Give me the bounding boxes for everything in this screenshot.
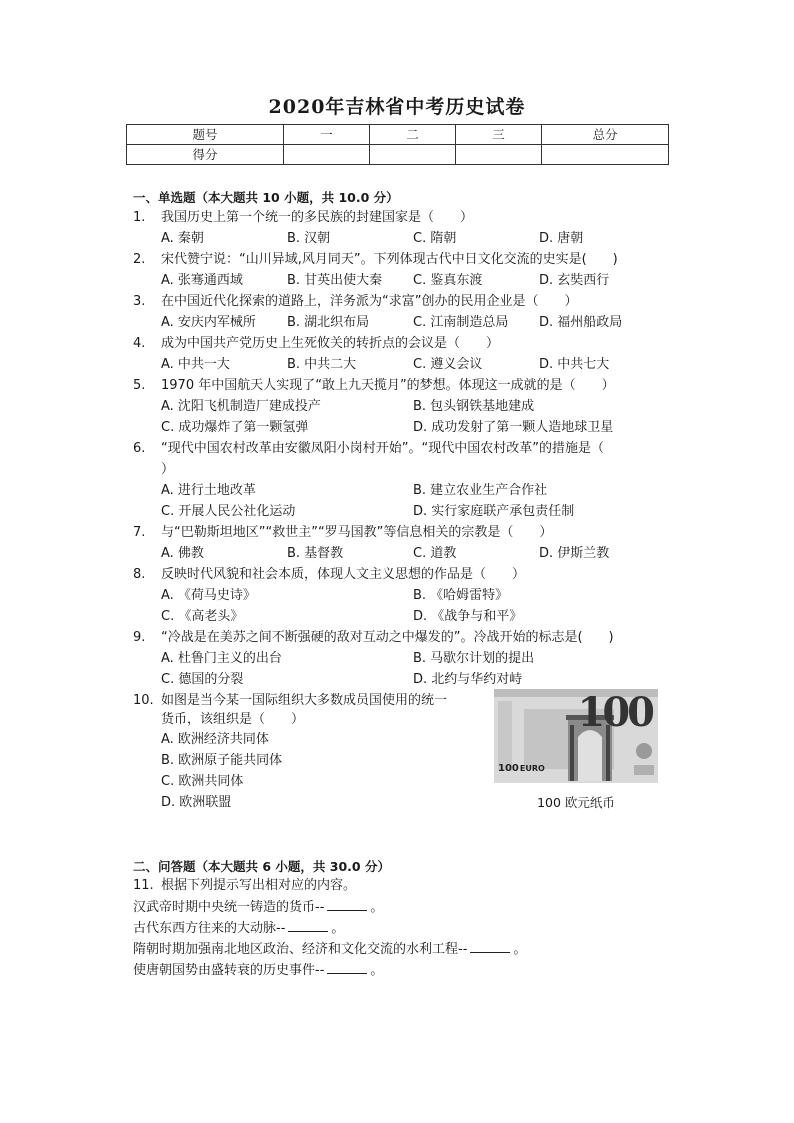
answer-blank[interactable] (327, 961, 367, 974)
option: C. 江南制造总局 (413, 315, 509, 330)
score-cell (370, 145, 456, 165)
question-number: 2. (133, 252, 146, 267)
score-table-score-row (127, 145, 669, 165)
section1-heading: 一、单选题（本大题共 10 小题，共 10.0 分） (133, 190, 399, 205)
fill-line (133, 897, 383, 918)
question-9-options-row2 (161, 669, 681, 690)
question-stem: 成为中国共产党历史上生死攸关的转折点的会议是（ ） (161, 336, 500, 351)
question-number: 6. (133, 441, 146, 456)
question-4 (133, 333, 673, 354)
question-11 (133, 875, 673, 896)
option: D. 成功发射了第一颗人造地球卫星 (413, 420, 614, 435)
option: D. 欧洲联盟 (161, 795, 232, 810)
fill-prompt: 古代东西方往来的大动脉-- (133, 921, 286, 936)
score-row-label: 得分 (127, 145, 284, 165)
banknote-currency: EURO (519, 764, 545, 773)
option: A. 欧洲经济共同体 (161, 732, 269, 747)
option: D. 玄奘西行 (539, 273, 610, 288)
option: B. 马歇尔计划的提出 (413, 651, 535, 666)
question-5-options-row2 (161, 417, 681, 438)
question-6-options-row2 (161, 501, 681, 522)
option: C. 《高老头》 (161, 609, 244, 624)
score-table-header-row (127, 125, 669, 145)
question-8-options-row2 (161, 606, 681, 627)
question-stem: 在中国近代化探索的道路上，洋务派为“求富”创办的民用企业是（ ） (161, 294, 578, 309)
section2-heading: 二、问答题（本大题共 6 小题，共 30.0 分） (133, 859, 390, 874)
question-7-options (161, 543, 681, 564)
question-1 (133, 207, 673, 228)
fill-line (133, 918, 344, 939)
option: C. 开展人民公社化运动 (161, 504, 296, 519)
question-stem: “现代中国农村改革由安徽凤阳小岗村开始”。“现代中国农村改革”的措施是（ (161, 441, 604, 456)
option: A. 进行土地改革 (161, 483, 256, 498)
question-number: 5. (133, 378, 146, 393)
fill-prompt: 隋朝时期加强南北地区政治、经济和文化交流的水利工程-- (133, 942, 468, 957)
score-header-cell: 总分 (542, 125, 669, 145)
fill-end: 。 (513, 942, 527, 957)
fill-end: 。 (370, 963, 384, 978)
question-stem: 我国历史上第一个统一的多民族的封建国家是（ ） (161, 210, 474, 225)
score-cell (284, 145, 370, 165)
option: B. 基督教 (287, 546, 344, 561)
question-number: 10. (133, 693, 154, 708)
banknote-corner-value: 100 (498, 763, 519, 774)
question-stem: 宋代赞宁说：“山川异域,风月同天”。下列体现古代中日文化交流的史实是( ) (161, 252, 618, 267)
question-2 (133, 249, 673, 270)
question-8 (133, 564, 673, 585)
question-stem: 根据下列提示写出相对应的内容。 (161, 878, 357, 893)
option: C. 德国的分裂 (161, 672, 244, 687)
question-number: 7. (133, 525, 146, 540)
option: C. 隋朝 (413, 231, 457, 246)
fill-prompt: 汉武帝时期中央统一铸造的货币-- (133, 900, 325, 915)
score-header-cell: 题号 (127, 125, 284, 145)
option: A. 秦朝 (161, 231, 204, 246)
question-stem: “冷战是在美苏之间不断强硬的敌对互动之中爆发的”。冷战开始的标志是( ) (161, 630, 614, 645)
question-number: 4. (133, 336, 146, 351)
question-stem: 1970 年中国航天人实现了“敢上九天揽月”的梦想。体现这一成就的是（ ） (161, 378, 615, 393)
score-cell (456, 145, 542, 165)
option: C. 遵义会议 (413, 357, 483, 372)
option: C. 成功爆炸了第一颗氢弹 (161, 420, 309, 435)
option: A. 安庆内军械所 (161, 315, 256, 330)
question-6-stem-cont: ） (161, 462, 175, 477)
question-3 (133, 291, 673, 312)
option: B. 包头钢铁基地建成 (413, 399, 535, 414)
question-7 (133, 522, 673, 543)
option: C. 道教 (413, 546, 457, 561)
score-header-cell: 一 (284, 125, 370, 145)
option: B. 欧洲原子能共同体 (161, 753, 283, 768)
option: A. 《荷马史诗》 (161, 588, 256, 603)
question-10 (133, 690, 473, 711)
question-stem: 如图是当今某一国际组织大多数成员国使用的统一 (161, 693, 448, 708)
option: D. 实行家庭联产承包责任制 (413, 504, 575, 519)
question-number: 11. (133, 878, 154, 893)
option: C. 鉴真东渡 (413, 273, 483, 288)
banknote-corner-label (498, 763, 545, 774)
option: A. 杜鲁门主义的出台 (161, 651, 282, 666)
option: A. 中共一大 (161, 357, 230, 372)
option: B. 建立农业生产合作社 (413, 483, 548, 498)
question-1-options (161, 228, 681, 249)
question-stem: 反映时代风貌和社会本质，体现人文主义思想的作品是（ ） (161, 567, 526, 582)
option: D. 《战争与和平》 (413, 609, 523, 624)
option: B. 汉朝 (287, 231, 331, 246)
question-number: 3. (133, 294, 146, 309)
score-header-cell: 二 (370, 125, 456, 145)
question-9-options-row1 (161, 648, 681, 669)
fill-prompt: 使唐朝国势由盛转衰的历史事件-- (133, 963, 325, 978)
option: B. 《哈姆雷特》 (413, 588, 509, 603)
answer-blank[interactable] (288, 919, 328, 932)
question-5-options-row1 (161, 396, 681, 417)
fill-end: 。 (331, 921, 345, 936)
question-5 (133, 375, 673, 396)
question-6-options-row1 (161, 480, 681, 501)
option: B. 甘英出使大秦 (287, 273, 383, 288)
option: A. 佛教 (161, 546, 204, 561)
fill-line (133, 960, 383, 981)
question-4-options (161, 354, 681, 375)
banknote-value: 100 (577, 689, 652, 736)
question-number: 8. (133, 567, 146, 582)
option: D. 唐朝 (539, 231, 584, 246)
question-2-options (161, 270, 681, 291)
option: B. 湖北织布局 (287, 315, 370, 330)
score-cell (542, 145, 669, 165)
score-table (126, 124, 669, 165)
option: A. 沈阳飞机制造厂建成投产 (161, 399, 321, 414)
answer-blank[interactable] (470, 940, 510, 953)
option: D. 中共七大 (539, 357, 610, 372)
question-number: 1. (133, 210, 146, 225)
option: C. 欧洲共同体 (161, 774, 244, 789)
figure-caption: 100 欧元纸币 (537, 795, 615, 810)
euro-banknote-image (494, 689, 658, 783)
question-6 (133, 438, 673, 459)
fill-line (133, 939, 526, 960)
question-8-options-row1 (161, 585, 681, 606)
option: A. 张骞通西域 (161, 273, 243, 288)
option: D. 北约与华约对峙 (413, 672, 523, 687)
fill-end: 。 (370, 900, 384, 915)
question-10-stem-cont: 货币，该组织是（ ） (161, 712, 305, 727)
option: D. 福州船政局 (539, 315, 623, 330)
question-stem: 与“巴勒斯坦地区”“救世主”“罗马国教”等信息相关的宗教是（ ） (161, 525, 553, 540)
option: D. 伊斯兰教 (539, 546, 610, 561)
question-number: 9. (133, 630, 146, 645)
option: B. 中共二大 (287, 357, 357, 372)
question-3-options (161, 312, 681, 333)
score-header-cell: 三 (456, 125, 542, 145)
answer-blank[interactable] (327, 898, 367, 911)
exam-title: 2020年吉林省中考历史试卷 (268, 96, 526, 118)
question-9 (133, 627, 673, 648)
